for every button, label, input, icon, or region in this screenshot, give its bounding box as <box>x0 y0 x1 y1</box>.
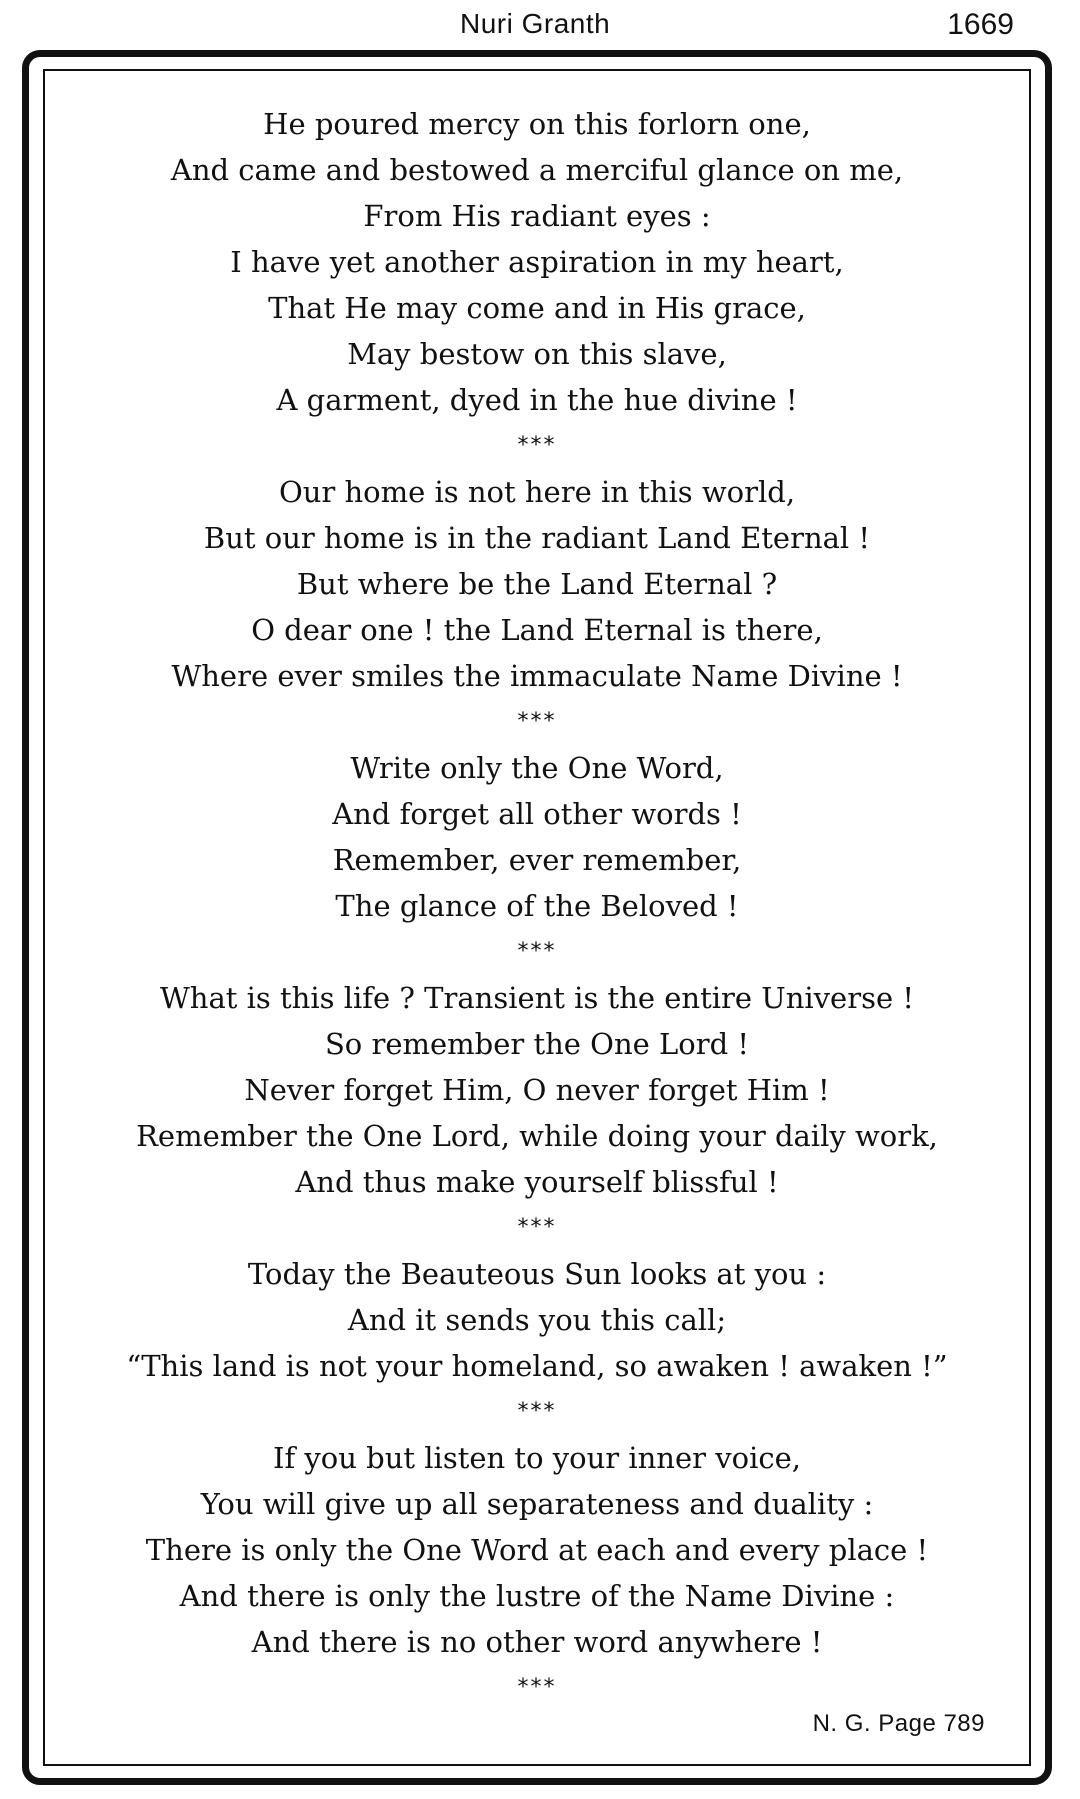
poem-line: May bestow on this slave, <box>347 337 727 371</box>
stanza-separator: *** <box>517 1399 557 1424</box>
poem-line: So remember the One Lord ! <box>324 1027 750 1061</box>
stanza-5 <box>45 1251 1029 1435</box>
poem-line: I have yet another aspiration in my heart, <box>230 245 844 279</box>
poem-line: What is this life ? Transient is the entire Universe ! <box>159 981 914 1015</box>
poem-line: But our home is in the radiant Land Eternal ! <box>203 521 871 555</box>
poem-line: And there is only the lustre of the Name Divine : <box>179 1579 895 1613</box>
poem-line: “This land is not your homeland, so awaken ! awaken !” <box>126 1349 948 1383</box>
stanza-1 <box>45 101 1029 469</box>
book-title: Nuri Granth <box>460 8 611 39</box>
poem-line: But where be the Land Eternal ? <box>296 567 778 601</box>
stanza-4 <box>45 975 1029 1251</box>
poem-line: O dear one ! the Land Eternal is there, <box>251 613 823 647</box>
poem-line: Never forget Him, O never forget Him ! <box>244 1073 830 1107</box>
poem-line: That He may come and in His grace, <box>268 291 806 325</box>
poem-line: A garment, dyed in the hue divine ! <box>276 383 798 417</box>
poem-line: From His radiant eyes : <box>363 199 711 233</box>
inner-frame <box>43 69 1031 1766</box>
poem-line: He poured mercy on this forlorn one, <box>263 107 811 141</box>
stanza-separator: *** <box>517 709 557 734</box>
poem <box>45 101 1029 1711</box>
stanza-3 <box>45 745 1029 975</box>
running-head <box>0 8 1080 48</box>
page-frame <box>22 50 1052 1785</box>
poem-line: There is only the One Word at each and every place ! <box>145 1533 929 1567</box>
poem-line: Remember, ever remember, <box>332 843 742 877</box>
poem-line: Where ever smiles the immaculate Name Divine ! <box>171 659 903 693</box>
poem-line: The glance of the Beloved ! <box>335 889 739 923</box>
poem-line: Today the Beauteous Sun looks at you : <box>247 1257 827 1291</box>
poem-line: You will give up all separateness and duality : <box>200 1487 874 1521</box>
stanza-separator: *** <box>517 433 557 458</box>
stanza-separator: *** <box>517 939 557 964</box>
poem-line: And it sends you this call; <box>347 1303 727 1337</box>
poem-line: And thus make yourself blissful ! <box>295 1165 779 1199</box>
poem-line: Our home is not here in this world, <box>278 475 796 509</box>
stanza-separator: *** <box>517 1675 557 1700</box>
poem-line: And came and bestowed a merciful glance on me, <box>170 153 904 187</box>
stanza-separator: *** <box>517 1215 557 1240</box>
page-number: 1669 <box>947 8 1014 41</box>
stanza-6 <box>45 1435 1029 1711</box>
poem-line: If you but listen to your inner voice, <box>273 1441 801 1475</box>
page-reference: N. G. Page 789 <box>812 1710 985 1737</box>
poem-line: Remember the One Lord, while doing your daily work, <box>136 1119 938 1153</box>
poem-line: And there is no other word anywhere ! <box>251 1625 823 1659</box>
poem-line: And forget all other words ! <box>332 797 742 831</box>
poem-line: Write only the One Word, <box>350 751 724 785</box>
stanza-2 <box>45 469 1029 745</box>
